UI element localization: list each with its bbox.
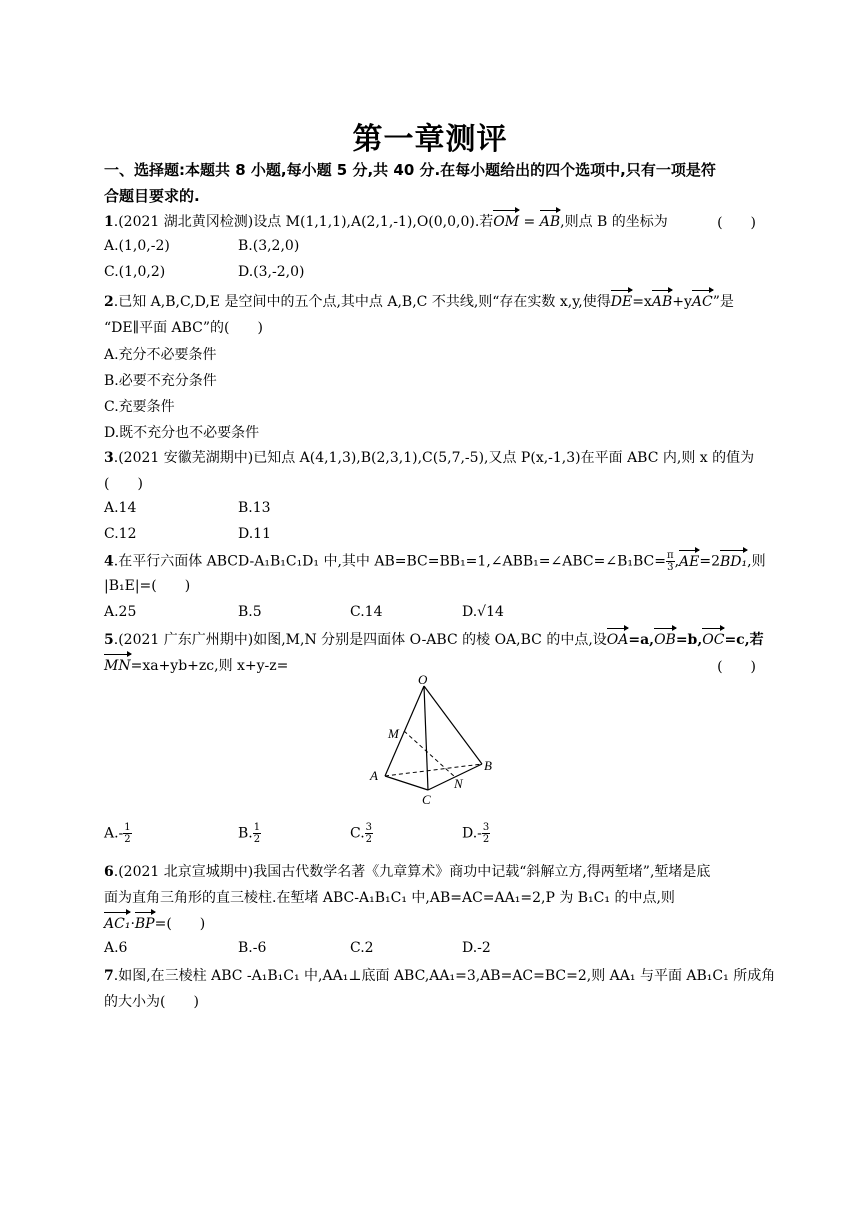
- fraction: [482, 822, 490, 845]
- vector-ae: AE: [679, 553, 700, 570]
- q5-text-b: =xa+yb+zc,则 x+y-z=: [130, 658, 289, 674]
- option-a: [104, 822, 132, 845]
- q6-text-b: =( ): [154, 916, 206, 932]
- vector-mn: MN: [104, 658, 131, 674]
- q2-text-a: .已知 A,B,C,D,E 是空间中的五个点,其中点 A,B,C 不共线,则“存在实数 x,y,使得: [113, 294, 611, 310]
- question-1-stem: [104, 212, 668, 232]
- q5-b: =b,: [675, 632, 703, 648]
- answer-paren: ( ): [717, 659, 756, 675]
- option-a: A.6: [104, 940, 128, 956]
- question-5-stem: [104, 630, 764, 650]
- vector-om: OM: [493, 214, 520, 230]
- page-title: 第一章测评: [352, 122, 508, 157]
- question-number: 7: [104, 968, 114, 984]
- question-number: 6: [104, 864, 114, 880]
- q4-mid: =2: [699, 553, 720, 570]
- option-b: B.必要不充分条件: [104, 373, 217, 389]
- option-d: D.(3,-2,0): [238, 264, 305, 280]
- vector-bp: BP: [134, 916, 155, 932]
- option-b: B.-6: [238, 940, 267, 956]
- option-a: A.25: [104, 604, 137, 620]
- option-prefix: C.: [350, 825, 365, 842]
- option-prefix: A.-: [104, 825, 124, 842]
- question-2-line2: “DE∥平面 ABC”的( ): [104, 320, 263, 336]
- vector-oc: OC: [702, 632, 725, 648]
- option-a: A.14: [104, 500, 137, 516]
- question-3-stem: [104, 448, 754, 468]
- q2-mid1: =x: [632, 294, 652, 310]
- fraction: [253, 822, 261, 845]
- vector-de: DE: [610, 294, 633, 310]
- fraction-pi-over-3: [666, 550, 675, 573]
- edge-ab-hidden: [385, 764, 482, 776]
- section-heading-line1: 一、选择题:本题共 8 小题,每小题 5 分,共 40 分.在每小题给出的四个选项中,只有一项是符: [104, 161, 716, 179]
- vector-ab: AB: [539, 214, 561, 230]
- edge-ob: [424, 686, 482, 764]
- frac-num: 1: [253, 822, 261, 833]
- fraction: [365, 822, 373, 845]
- vector-ab: AB: [651, 294, 673, 310]
- question-6-line3: [104, 914, 205, 934]
- q1-eq: =: [519, 214, 540, 230]
- q4-text-b: ,则: [747, 553, 766, 570]
- vector-oa: OA: [606, 632, 629, 648]
- option-d: D.11: [238, 526, 271, 542]
- dot-operator: ·: [130, 916, 135, 932]
- option-c: [350, 822, 373, 845]
- option-c: C.充要条件: [104, 399, 175, 415]
- vector-bd1: BD₁: [720, 553, 748, 570]
- frac-den: 2: [482, 834, 490, 845]
- option-d: D.√14: [462, 604, 504, 620]
- question-6-stem: [104, 862, 710, 882]
- option-b: B.5: [238, 604, 262, 620]
- question-4-line2: |B₁E|=( ): [104, 578, 191, 594]
- question-number: 1: [104, 214, 114, 230]
- q2-text-b: ”是: [712, 294, 734, 310]
- question-number: 3: [104, 450, 114, 466]
- option-c: C.12: [104, 526, 137, 542]
- question-number: 4: [104, 553, 114, 570]
- q1-text-a: .(2021 湖北黄冈检测)设点 M(1,1,1),A(2,1,-1),O(0,0,0).若: [113, 214, 494, 230]
- section-heading-line2: 合题目要求的.: [104, 187, 200, 205]
- option-c: C.(1,0,2): [104, 264, 166, 280]
- label-c: C: [422, 792, 431, 807]
- option-a: A.充分不必要条件: [104, 347, 217, 363]
- tetrahedron-figure: [360, 672, 510, 812]
- option-prefix: B.: [238, 825, 253, 842]
- frac-den: 2: [365, 834, 373, 845]
- option-d: D.-2: [462, 940, 491, 956]
- question-4-stem: [104, 550, 766, 573]
- answer-paren: ( ): [717, 215, 756, 231]
- edge-ac: [385, 776, 428, 790]
- q5-a: =a,: [628, 632, 655, 648]
- label-b: B: [484, 758, 492, 773]
- question-number: 5: [104, 632, 114, 648]
- vector-ob: OB: [654, 632, 676, 648]
- q4-comma: ,: [674, 553, 680, 570]
- q6-text-a: .(2021 北京宣城期中)我国古代数学名著《九章算术》商功中记载“斜解立方,得两堑堵”,堑堵是底: [113, 864, 711, 880]
- q3-text: .(2021 安徽芜湖期中)已知点 A(4,1,3),B(2,3,1),C(5,7,-5),又点 P(x,-1,3)在平面 ABC 内,则 x 的值为: [113, 450, 755, 466]
- vector-ac1: AC₁: [104, 916, 131, 932]
- frac-num: 3: [482, 822, 490, 833]
- question-7-line2: 的大小为( ): [104, 994, 199, 1010]
- frac-den: 3: [667, 562, 674, 573]
- option-b: B.(3,2,0): [238, 238, 300, 254]
- frac-num: π: [666, 550, 674, 561]
- option-d: D.既不充分也不必要条件: [104, 425, 260, 441]
- option-b: [238, 822, 261, 845]
- q4-text-a: .在平行六面体 ABCD-A₁B₁C₁D₁ 中,其中 AB=BC=BB₁=1,∠ABB₁=∠ABC=∠B₁BC=: [113, 553, 666, 570]
- q5-text-a: .(2021 广东广州期中)如图,M,N 分别是四面体 O-ABC 的棱 OA,BC 的中点,设: [113, 632, 607, 648]
- option-a: A.(1,0,-2): [104, 238, 170, 254]
- question-2-stem: [104, 292, 734, 312]
- label-o: O: [418, 672, 428, 687]
- frac-num: 1: [124, 822, 131, 833]
- question-number: 2: [104, 294, 114, 310]
- question-3-line2: ( ): [104, 476, 143, 492]
- label-m: M: [388, 726, 399, 741]
- option-b: B.13: [238, 500, 271, 516]
- label-a: A: [370, 768, 378, 783]
- edge-oc: [424, 686, 428, 790]
- frac-num: 3: [365, 822, 373, 833]
- question-5-line2: [104, 656, 288, 676]
- option-c: C.2: [350, 940, 374, 956]
- q1-text-b: ,则点 B 的坐标为: [560, 214, 668, 230]
- question-7-stem: [104, 966, 775, 986]
- frac-den: 2: [253, 834, 261, 845]
- frac-den: 2: [124, 834, 131, 845]
- vector-ac: AC: [691, 294, 713, 310]
- option-prefix: D.-: [462, 825, 482, 842]
- label-n: N: [454, 776, 463, 791]
- q7-text-a: .如图,在三棱柱 ABC -A₁B₁C₁ 中,AA₁⊥底面 ABC,AA₁=3,AB=AC=BC=2,则 AA₁ 与平面 AB₁C₁ 所成角: [113, 968, 776, 984]
- option-c: C.14: [350, 604, 383, 620]
- q2-mid2: +y: [672, 294, 692, 310]
- question-6-line2: 面为直角三角形的直三棱柱.在堑堵 ABC-A₁B₁C₁ 中,AB=AC=AA₁=2,P 为 B₁C₁ 的中点,则: [104, 890, 675, 906]
- q5-c: =c,若: [724, 632, 764, 648]
- fraction: [123, 822, 131, 845]
- option-d: [462, 822, 490, 845]
